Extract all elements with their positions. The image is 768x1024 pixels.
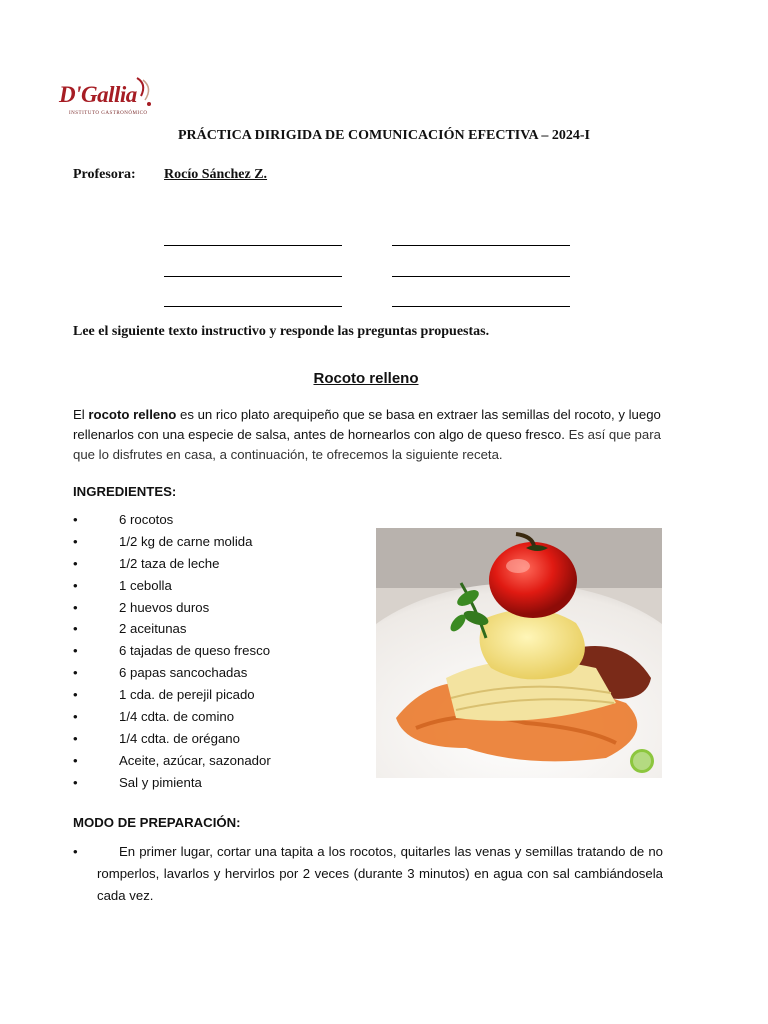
document-title: PRÁCTICA DIRIGIDA DE COMUNICACIÓN EFECTIVA – 2024-I [177,128,590,143]
bullet-icon: • [73,752,78,768]
intro-text: El [73,407,89,422]
dish-photo [376,528,662,778]
bullet-icon: • [73,844,78,859]
ingredient-text: 1/2 kg de carne molida [119,533,253,549]
name-line [164,306,342,307]
logo-brand-text: D'Gallia [59,82,137,107]
ingredient-text: 1/2 taza de leche [119,555,220,571]
bullet-icon: • [73,621,78,637]
name-line [164,276,342,277]
bullet-icon: • [73,555,78,571]
bullet-icon: • [73,709,78,725]
ingredient-text: Sal y pimienta [119,774,202,790]
intro-text: Es así que para que lo disfrutes en casa, a continuación, te ofrecemos la siguiente receta. [73,427,661,462]
recipe-intro [73,405,673,465]
bullet-icon: • [73,599,78,615]
ingredient-text: 1/4 cdta. de orégano [119,730,240,746]
teacher-name: Rocío Sánchez Z. [164,167,268,182]
bullet-icon: • [73,665,78,681]
teacher-label: Profesora: [73,167,136,182]
intro-bold: rocoto relleno [88,407,177,422]
ingredient-text: 1 cebolla [119,577,172,593]
ingredient-text: 6 rocotos [119,512,174,527]
logo-mark-icon [133,74,157,110]
dish-illustration [376,528,662,778]
instruction-text: Lee el siguiente texto instructivo y responde las preguntas propuestas. [73,324,490,339]
bullet-icon: • [73,687,78,703]
name-line [164,245,342,246]
name-line [392,245,570,246]
preparation-step [73,841,663,907]
step-text: En primer lugar, cortar una tapita a los rocotos, quitarles las venas y semillas tratando de no romperlos, lavarlos y hervirlos por 2 veces (durante 3 minutos) en agua con sal cambiándosela cada vez. [97,844,663,903]
ingredients-heading: INGREDIENTES: [73,484,177,499]
institute-logo [55,72,160,124]
bullet-icon: • [73,730,78,746]
name-line [392,306,570,307]
intro-text: es un rico plato arequipeño que se basa en extraer las semillas del rocoto, y luego rellenarlos con una especie de salsa, antes de hornearlos con algo de queso fresco. [73,407,661,442]
ingredient-text: Aceite, azúcar, sazonador [119,752,271,768]
bullet-icon: • [73,512,78,527]
ingredient-text: 6 papas sancochadas [119,665,248,681]
preparation-heading: MODO DE PREPARACIÓN: [73,815,241,830]
ingredient-text: 6 tajadas de queso fresco [119,643,271,659]
bullet-icon: • [73,577,78,593]
bullet-icon: • [73,774,78,790]
name-line [392,276,570,277]
ingredient-text: 1/4 cdta. de comino [119,709,235,725]
recipe-title: Rocoto relleno [313,370,419,387]
logo-subtitle: INSTITUTO GASTRONÓMICO [69,111,148,116]
ingredient-text: 2 huevos duros [119,599,210,615]
ingredient-text: 1 cda. de perejil picado [119,687,255,703]
ingredient-text: 2 aceitunas [119,621,187,637]
bullet-icon: • [73,643,78,659]
bullet-icon: • [73,533,78,549]
